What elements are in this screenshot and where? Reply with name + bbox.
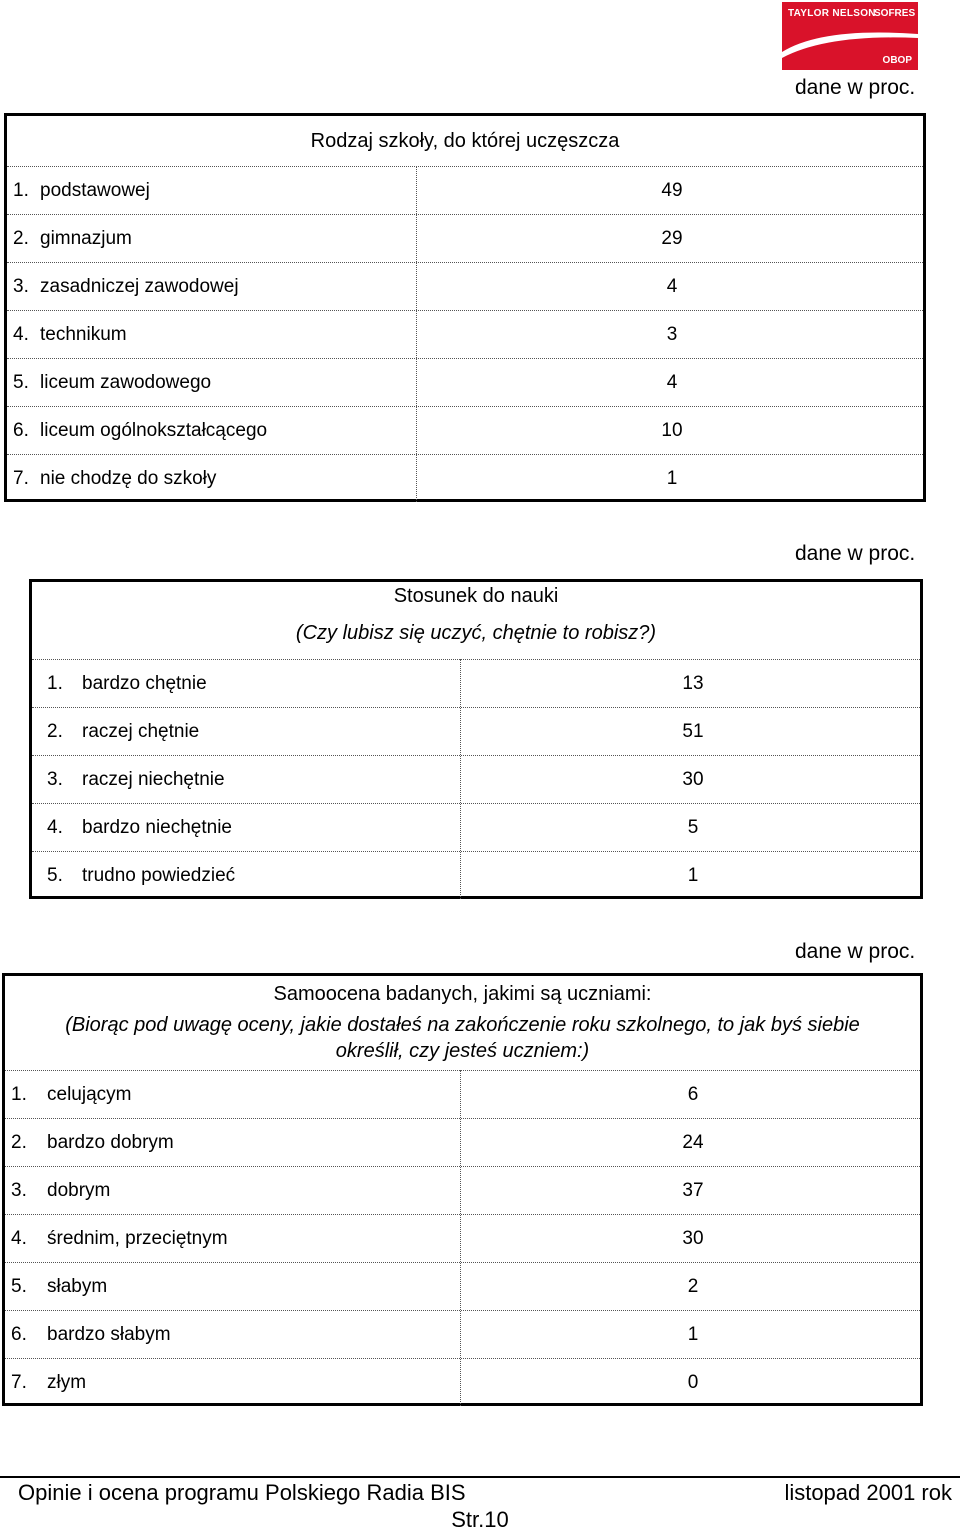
table-title: Stosunek do nauki <box>393 585 559 607</box>
footer-date: listopad 2001 rok <box>784 1480 952 1505</box>
table-row: 7. nie chodzę do szkoły 1 <box>7 454 923 502</box>
table-subtitle: (Czy lubisz się uczyć, chętnie to robisz?) <box>295 622 657 644</box>
table-row: 1. celującym 6 <box>5 1070 920 1118</box>
tns-obop-logo: TAYLOR NELSON SOFRES OBOP <box>782 2 918 70</box>
table-row: 3. dobrym 37 <box>5 1166 920 1214</box>
table-row: 6. bardzo słabym 1 <box>5 1310 920 1358</box>
table-row: 2. raczej chętnie 51 <box>32 707 920 755</box>
unit-label: dane w proc. <box>795 542 916 565</box>
page-number: Str.10 <box>451 1507 509 1532</box>
table-row: 5. trudno powiedzieć 1 <box>32 851 920 899</box>
table-row: 2. bardzo dobrym 24 <box>5 1118 920 1166</box>
footer-divider <box>0 1476 960 1478</box>
table-row: 4. bardzo niechętnie 5 <box>32 803 920 851</box>
table-row: 5. liceum zawodowego 4 <box>7 358 923 406</box>
table-row: 5. słabym 2 <box>5 1262 920 1310</box>
table-row: 4. technikum 3 <box>7 310 923 358</box>
table-row: 3. raczej niechętnie 30 <box>32 755 920 803</box>
table-title: Rodzaj szkoły, do której uczęszcza <box>310 130 620 152</box>
self-assessment-table <box>2 973 923 1406</box>
table-row: 1. bardzo chętnie 13 <box>32 659 920 707</box>
unit-label: dane w proc. <box>795 76 916 99</box>
table-row: 7. złym 0 <box>5 1358 920 1406</box>
table-row: 2. gimnazjum 29 <box>7 214 923 262</box>
school-type-table <box>4 113 926 502</box>
table-row: 3. zasadniczej zawodowej 4 <box>7 262 923 310</box>
footer-title: Opinie i ocena programu Polskiego Radia BIS <box>18 1480 466 1505</box>
table-row: 6. liceum ogólnokształcącego 10 <box>7 406 923 454</box>
unit-label: dane w proc. <box>795 940 916 963</box>
table-title: Samoocena badanych, jakimi są uczniami: <box>273 983 652 1005</box>
table-subtitle-line2: określił, czy jesteś uczniem:) <box>335 1040 590 1062</box>
table-subtitle: (Biorąc pod uwagę oceny, jakie dostałeś na zakończenie roku szkolnego, to jak byś siebie <box>65 1014 860 1036</box>
attitude-to-learning-table <box>29 579 923 899</box>
table-row: 1. podstawowej 49 <box>7 166 923 214</box>
table-row: 4. średnim, przeciętnym 30 <box>5 1214 920 1262</box>
